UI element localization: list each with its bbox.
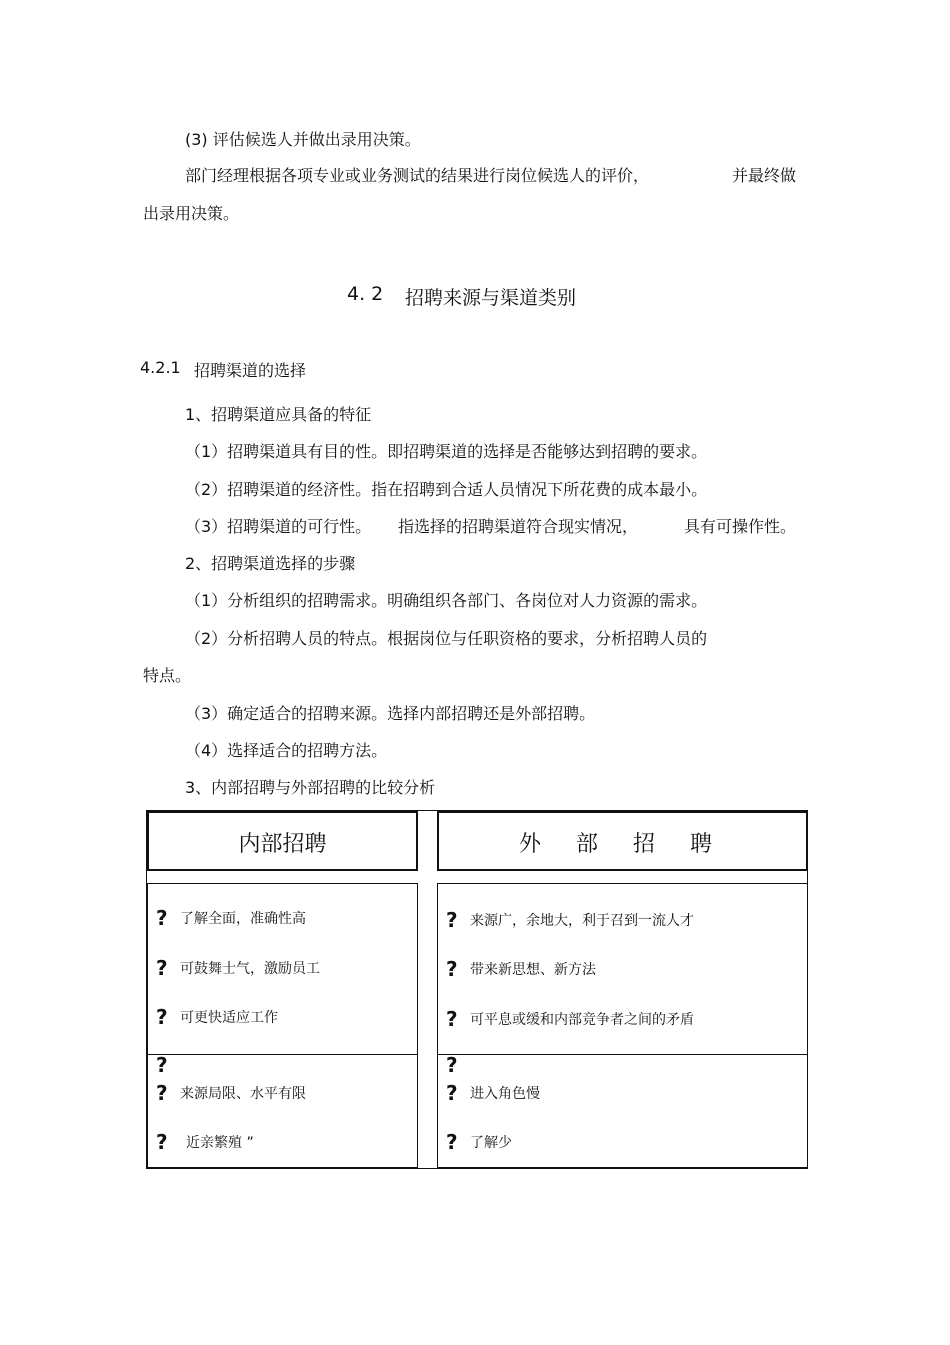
step-4: （4）选择适合的招聘方法。	[185, 741, 388, 760]
internal-con-1: 来源局限、水平有限	[180, 1086, 306, 1102]
external-title: 外 部 招 聘	[519, 832, 726, 857]
list-item	[446, 1081, 540, 1105]
bullet-icon: ?	[446, 1007, 458, 1031]
internal-pro-2: 可鼓舞士气，激励员工	[180, 961, 320, 977]
internal-pros-box	[147, 883, 418, 1055]
list-item	[156, 1130, 254, 1154]
bullet-icon: ?	[446, 1081, 458, 1105]
list-item	[156, 1005, 278, 1029]
step-2a: （2）分析招聘人员的特点。根据岗位与任职资格的要求，分析招聘人员的	[185, 629, 708, 648]
subsection-title: 招聘渠道的选择	[194, 361, 307, 380]
bullet-icon: ?	[446, 957, 458, 981]
heading-comparison: 3、内部招聘与外部招聘的比较分析	[185, 778, 436, 797]
bullet-icon: ?	[156, 1005, 168, 1029]
bullet-icon: ?	[156, 906, 168, 930]
intro-line-2b: 并最终做	[732, 166, 797, 185]
list-item	[156, 906, 306, 930]
internal-cons-box	[147, 1054, 418, 1168]
heading-features: 1、招聘渠道应具备的特征	[185, 405, 372, 424]
feature-economy: （2）招聘渠道的经济性。指在招聘到合适人员情况下所花费的成本最小。	[185, 480, 708, 499]
feature-purpose: （1）招聘渠道具有目的性。即招聘渠道的选择是否能够达到招聘的要求。	[185, 442, 708, 461]
bullet-icon: ?	[156, 956, 168, 980]
step-1: （1）分析组织的招聘需求。明确组织各部门、各岗位对人力资源的需求。	[185, 591, 708, 610]
internal-title: 内部招聘	[238, 832, 327, 857]
intro-line-3: 出录用决策。	[143, 204, 240, 223]
external-con-2: 了解少	[470, 1135, 512, 1151]
list-item	[446, 908, 694, 932]
feature-feasibility-b: 指选择的招聘渠道符合现实情况，	[398, 517, 639, 536]
list-item	[446, 1130, 512, 1154]
bullet-icon: ?	[156, 1053, 168, 1077]
internal-title-box	[147, 811, 418, 871]
heading-steps: 2、招聘渠道选择的步骤	[185, 554, 356, 573]
bullet-icon: ?	[446, 1053, 458, 1077]
external-pro-1: 来源广，余地大，利于召到一流人才	[470, 913, 694, 929]
step-3: （3）确定适合的招聘来源。选择内部招聘还是外部招聘。	[185, 704, 596, 723]
bullet-icon: ?	[156, 1081, 168, 1105]
external-pro-2: 带来新思想、新方法	[470, 962, 596, 978]
internal-pro-3: 可更快适应工作	[180, 1010, 278, 1026]
subsection-number: 4.2.1	[140, 358, 181, 377]
bullet-icon: ?	[156, 1130, 168, 1154]
external-con-1: 进入角色慢	[470, 1086, 540, 1102]
feature-feasibility-a: （3）招聘渠道的可行性。	[185, 517, 372, 536]
internal-pro-1: 了解全面，准确性高	[180, 911, 306, 927]
list-item	[156, 956, 320, 980]
external-cons-box	[437, 1054, 808, 1168]
external-pro-3: 可平息或缓和内部竞争者之间的矛盾	[470, 1012, 694, 1028]
bullet-icon: ?	[446, 1130, 458, 1154]
intro-line-1: (3) 评估候选人并做出录用决策。	[185, 130, 421, 149]
bullet-icon: ?	[446, 908, 458, 932]
list-item	[446, 1007, 694, 1031]
list-item	[156, 1081, 306, 1105]
step-2b: 特点。	[143, 666, 192, 685]
section-title: 招聘来源与渠道类别	[405, 287, 577, 309]
section-number: 4. 2	[347, 283, 384, 305]
feature-feasibility-c: 具有可操作性。	[684, 517, 797, 536]
list-item	[446, 957, 596, 981]
external-pros-box	[437, 883, 808, 1055]
intro-line-2a: 部门经理根据各项专业或业务测试的结果进行岗位候选人的评价，	[185, 166, 650, 185]
internal-con-2: 近亲繁殖 ”	[186, 1135, 254, 1151]
external-title-box	[437, 811, 808, 871]
